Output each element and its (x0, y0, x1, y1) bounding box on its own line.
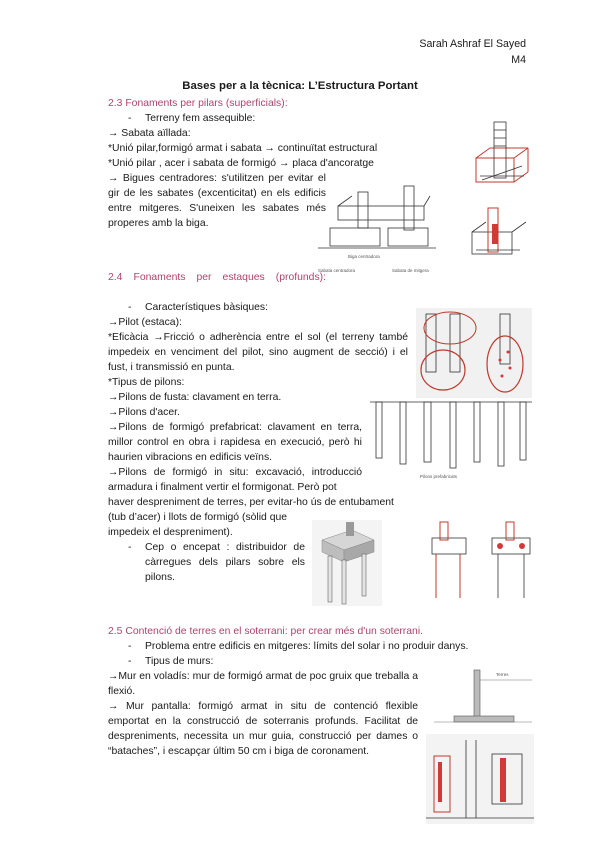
pile (424, 402, 431, 462)
footing-edge (512, 222, 526, 232)
s24-line-impedeix: impedeix el despreniment). (108, 527, 233, 538)
class-group: M4 (511, 54, 526, 66)
label-terres: Terres (496, 672, 509, 677)
pile (328, 556, 332, 602)
section-2-4-heading: 2.4 Fonaments per estaques (profunds): (108, 272, 326, 283)
s24-line-tub: (tub d’acer) i llots de formigó (sòlid que (108, 512, 288, 523)
s24-bullet-1: Característiques bàsiques: (145, 302, 269, 313)
retaining-wall-figure (434, 666, 532, 730)
footing-edge (514, 172, 528, 182)
dash-bullet: - (128, 542, 132, 553)
beam-edge (424, 196, 430, 206)
pile (342, 560, 346, 604)
pile (520, 402, 526, 460)
column-cage (440, 522, 448, 540)
footing (330, 228, 380, 246)
footing-cage-figure-2 (466, 206, 530, 268)
cap-outline (432, 538, 466, 554)
column (358, 192, 368, 228)
s24-line-entubament: haver despreniment de terres, per evitar-ho ús de entubament (108, 497, 394, 508)
footing-edge (514, 148, 528, 158)
beam-edge (338, 196, 352, 206)
page-title: Bases per a la tècnica: L’Estructura Portant (182, 80, 418, 92)
label-sabata-mitgera: Sabata de mitgera (392, 268, 429, 273)
label-biga-centradora: Biga centradora (348, 254, 380, 259)
dash-bullet: - (128, 641, 132, 652)
pile-head (497, 543, 503, 549)
s25-bullet-1: Problema entre edificis en mitgeres: límits del solar i no produir danys. (145, 641, 469, 652)
s23-line-2: *Unió pilar,formigó armat i sabata → continuïtat estructural (108, 143, 378, 154)
panel-rebar (438, 762, 442, 802)
s24-bullet-cep: Cep o encepat : distribuidor de càrregues dels pilars sobre els pilons. (145, 542, 305, 583)
s24-paragraph-prefabricat: →Pilons de formigó prefabricat: clavament en terra, millor control en obra i rapidesa en execució, però hi haurien vibracions en edificis veïns. (108, 422, 362, 463)
s24-line-3: →Pilons de fusta: clavament en terra. (108, 392, 282, 403)
dash-bullet: - (128, 302, 132, 313)
column-stub (346, 522, 354, 536)
pile (474, 402, 480, 462)
label-sabata-centradora: Sabata centradora (318, 268, 356, 273)
panel-rebar (500, 758, 506, 802)
beam-top (338, 206, 424, 220)
pile-cap-rebar-figure (426, 518, 536, 602)
footing-cage-figure (470, 120, 532, 200)
section-2-3-heading: 2.3 Fonaments per pilars (superficials): (108, 98, 288, 109)
footing (388, 228, 428, 246)
label-pilons: Pilons prefabricats (420, 474, 458, 479)
dash-bullet: - (128, 656, 132, 667)
figure-background (426, 734, 534, 824)
pile (376, 402, 382, 458)
s24-paragraph-in-situ: →Pilons de formigó in situ: excavació, introducció armadura i finalment vertir el formigonat. Però pot (108, 467, 362, 493)
s25-paragraph-pantalla: → Mur pantalla: formigó armat in situ de contenció flexible emportat en la construcció de soterranis profunds. Facilitat de despreniments, necessita un mur guia, construcció per dames o “bataches”, i escapçar últim 50 cm i biga de coronament. (108, 701, 418, 757)
s23-bullet-1: Terreny fem assequible: (145, 113, 256, 124)
s23-paragraph-bigues: → Bigues centradores: s'utilitzen per evitar el gir de les sabates (excenticitat) en els edificis entre mitgeres. S'uneixen les sabates més properes amb la biga. (108, 173, 326, 229)
dash-bullet: - (128, 113, 132, 124)
wall-stem (474, 670, 480, 720)
friction-dot (501, 375, 504, 378)
s24-line-1: →Pilot (estaca): (108, 317, 182, 328)
pile-friction-figure (416, 308, 532, 398)
section-2-5-heading: 2.5 Contenció de terres en el soterrani: per crear més d'un soterrani. (108, 626, 424, 637)
anchor-plate (492, 224, 498, 244)
pile (450, 402, 456, 468)
s24-line-4: →Pilons d'acer. (108, 407, 180, 418)
pile-head (519, 543, 525, 549)
s24-paragraph-eficacia: *Eficàcia →Fricció o adherència entre el sol (el terreny també impedeix en venciment del pilot, sino augment de secció) i el fust, i transmissió en punta. (108, 332, 408, 373)
pile-cap-figure (312, 520, 382, 606)
pile (362, 554, 366, 596)
centering-beam-figure (318, 178, 436, 278)
footing-edge (472, 222, 486, 232)
friction-dot (509, 367, 512, 370)
footing-edge (476, 148, 490, 158)
s24-line-2: *Tipus de pilons: (108, 377, 185, 388)
pile (400, 402, 406, 464)
author-name: Sarah Ashraf El Sayed (419, 38, 526, 50)
column (404, 186, 414, 230)
friction-dot (499, 359, 502, 362)
wall-footing (454, 716, 514, 722)
s23-line-1: → Sabata aïllada: (108, 128, 191, 139)
diaphragm-wall-figure (426, 734, 534, 824)
friction-dot (507, 351, 510, 354)
column-cage (506, 522, 514, 540)
prefab-piles-figure (370, 396, 532, 482)
s23-line-3: *Unió pilar , acer i sabata de formigó → placa d'ancoratge (108, 158, 374, 169)
pile (498, 402, 504, 466)
s25-paragraph-voladis: →Mur en voladís: mur de formigó armat de poc gruix que treballa a flexió. (108, 671, 418, 697)
s25-bullet-2: Tipus de murs: (145, 656, 214, 667)
